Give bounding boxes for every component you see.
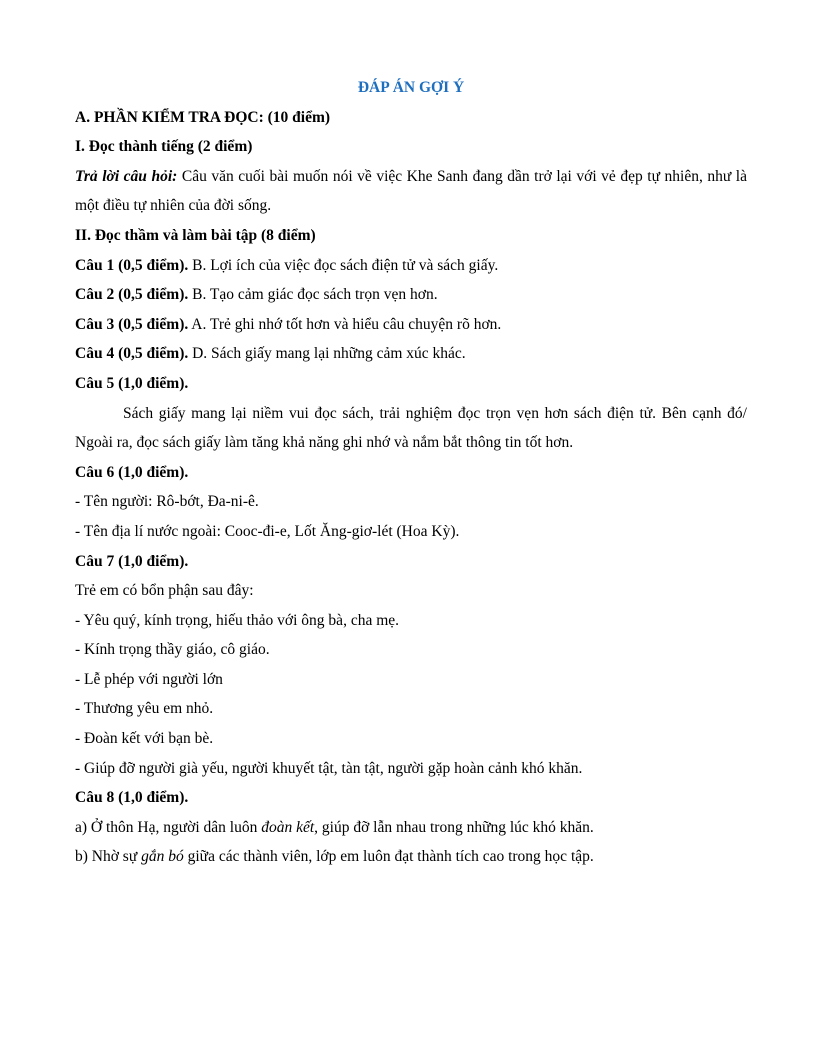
question-8-a-pre: a) Ở thôn Hạ, người dân luôn <box>75 818 262 836</box>
question-3 <box>75 310 747 340</box>
question-5-label: Câu 5 (1,0 điểm). <box>75 374 189 392</box>
question-3-answer: A. Trẻ ghi nhớ tốt hơn và hiểu câu chuyện rõ hơn. <box>188 315 502 333</box>
read-aloud-text: Câu văn cuối bài muốn nói về việc Khe Sanh đang dần trở lại với vẻ đẹp tự nhiên, như là một điều tự nhiên của đời sống. <box>75 167 747 215</box>
question-4-label: Câu 4 (0,5 điểm). <box>75 345 189 363</box>
question-1-answer: B. Lợi ích của việc đọc sách điện tử và sách giấy. <box>188 256 499 274</box>
question-7-intro: Trẻ em có bổn phận sau đây: <box>75 582 254 600</box>
question-7-item: - Đoàn kết với bạn bè. <box>75 730 214 748</box>
question-6-line: - Tên địa lí nước ngoài: Cooc-đi-e, Lốt Ăng-giơ-lét (Hoa Kỳ). <box>75 522 460 540</box>
question-1-label: Câu 1 (0,5 điểm). <box>75 256 189 274</box>
question-6-line: - Tên người: Rô-bớt, Đa-ni-ê. <box>75 493 259 511</box>
question-3-label: Câu 3 (0,5 điểm). <box>75 315 189 333</box>
question-7-item: - Thương yêu em nhỏ. <box>75 700 214 718</box>
question-1 <box>75 251 747 281</box>
question-8-b-em: gắn bó <box>141 848 184 866</box>
question-7-item: - Kính trọng thầy giáo, cô giáo. <box>75 641 270 659</box>
question-8-label: Câu 8 (1,0 điểm). <box>75 789 189 807</box>
question-7-item: - Lễ phép với người lớn <box>75 670 223 688</box>
question-5-answer: Sách giấy mang lại niềm vui đọc sách, trải nghiệm đọc trọn vẹn hơn sách điện tử. Bên cạnh đó/ Ngoài ra, đọc sách giấy làm tăng khả năng ghi nhớ và nắm bắt thông tin tốt hơn. <box>75 404 747 452</box>
question-2 <box>75 280 747 310</box>
question-8-b-post: giữa các thành viên, lớp em luôn đạt thành tích cao trong học tập. <box>183 848 594 866</box>
question-8-a-em: đoàn kết <box>261 818 315 836</box>
document-page <box>75 73 747 872</box>
section-a-heading: A. PHẦN KIỂM TRA ĐỌC: (10 điểm) <box>75 108 331 126</box>
question-8-b-pre: b) Nhờ sự <box>75 848 142 866</box>
section-i-heading: I. Đọc thành tiếng (2 điểm) <box>75 138 253 156</box>
question-8-a <box>75 813 747 843</box>
read-aloud-answer <box>75 162 747 221</box>
question-4-answer: D. Sách giấy mang lại những cảm xúc khác. <box>188 345 466 363</box>
question-7-item: - Yêu quý, kính trọng, hiếu thảo với ông bà, cha mẹ. <box>75 611 400 629</box>
section-ii-heading: II. Đọc thầm và làm bài tập (8 điểm) <box>75 226 316 244</box>
question-7-label: Câu 7 (1,0 điểm). <box>75 552 189 570</box>
question-2-answer: B. Tạo cảm giác đọc sách trọn vẹn hơn. <box>188 286 438 304</box>
page-title: ĐÁP ÁN GỢI Ý <box>357 79 465 96</box>
question-6-label: Câu 6 (1,0 điểm). <box>75 463 189 481</box>
question-4 <box>75 339 747 369</box>
question-8-b <box>75 842 747 872</box>
question-2-label: Câu 2 (0,5 điểm). <box>75 286 189 304</box>
question-8-a-post: , giúp đỡ lẫn nhau trong những lúc khó khăn. <box>314 818 594 836</box>
question-7-item: - Giúp đỡ người già yếu, người khuyết tật, tàn tật, người gặp hoàn cảnh khó khăn. <box>75 759 583 777</box>
read-aloud-label: Trả lời câu hỏi: <box>75 167 178 185</box>
